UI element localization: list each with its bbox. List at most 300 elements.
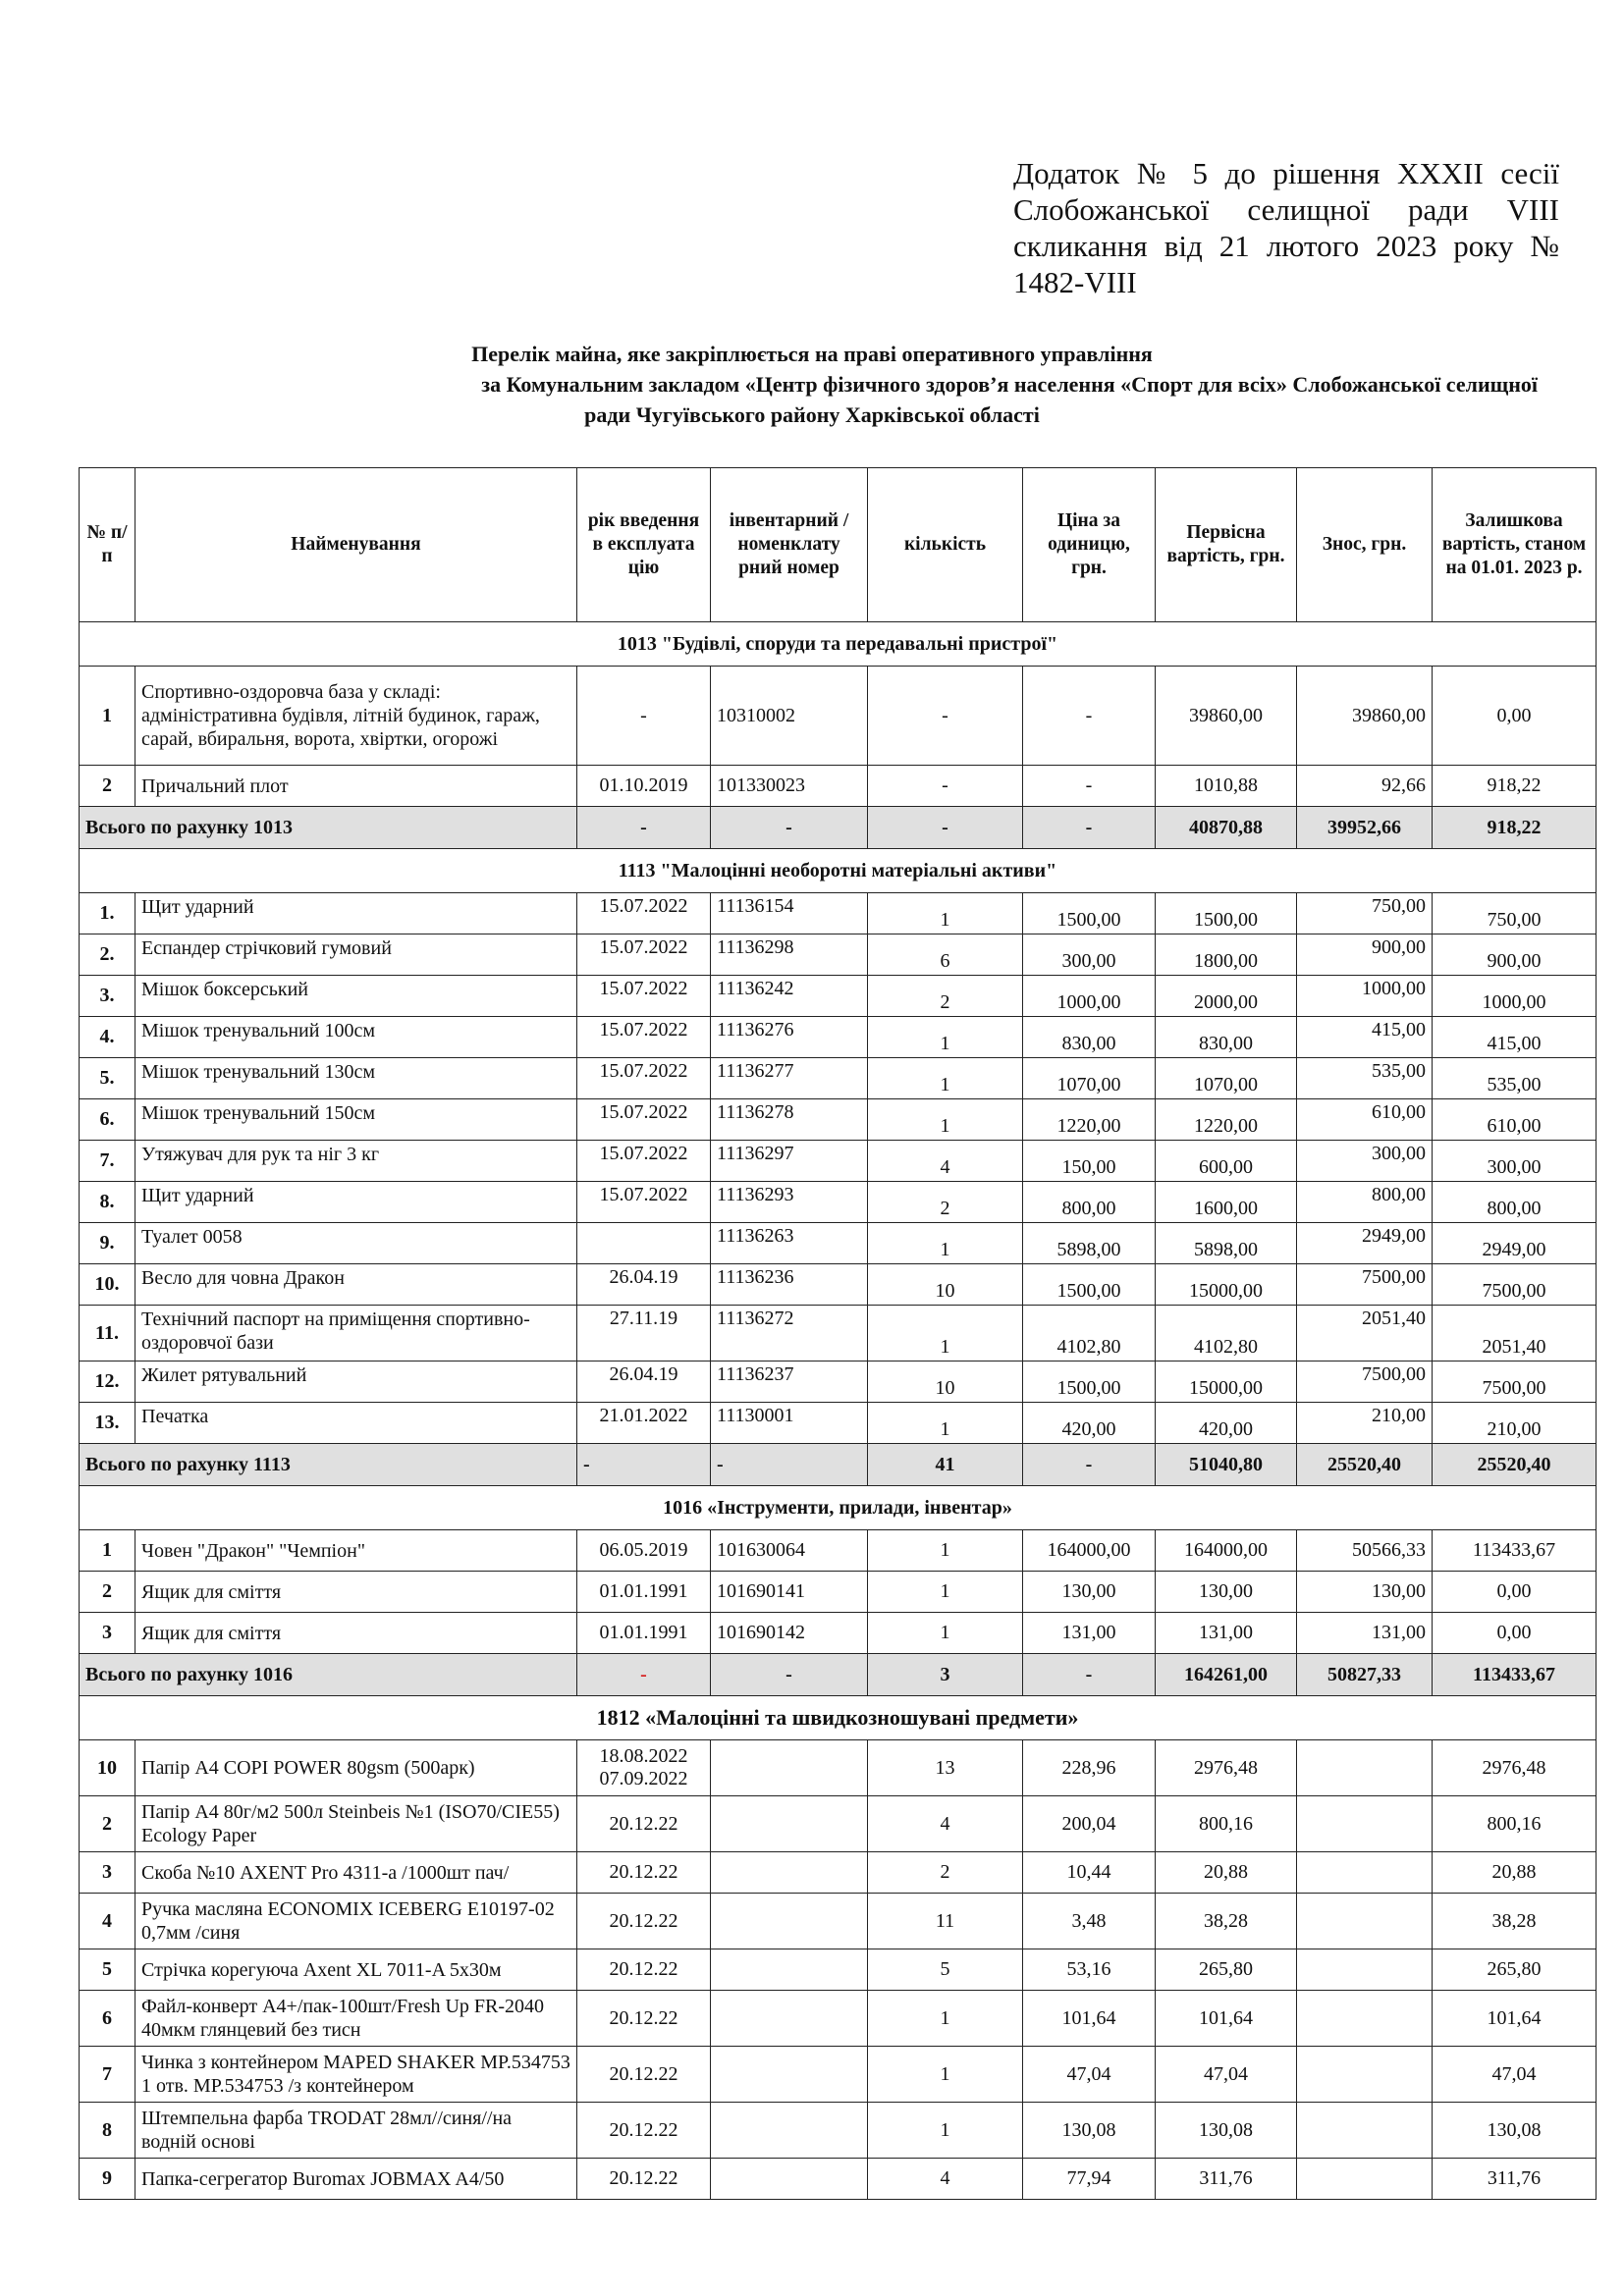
cell-name: Штемпельна фарба TRODAT 28мл//синя//на водній основі [135,2103,577,2159]
cell-res: 415,00 [1433,1017,1597,1058]
section-4 [80,1696,1597,2200]
title-line-1: Перелік майна, яке закріплюється на праві оперативного управління [471,342,1153,366]
cell-year: 15.07.2022 [577,1017,711,1058]
cell-inv: 11136154 [711,893,868,934]
cell-dep: 92,66 [1297,766,1433,807]
cell-dep: 800,00 [1297,1182,1433,1223]
cell-orig: 15000,00 [1156,1362,1297,1403]
cell-price: 1220,00 [1023,1099,1156,1141]
cell-res: 2051,40 [1433,1306,1597,1362]
cell-res: 113433,67 [1433,1530,1597,1572]
cell-name: Папка-сегрегатор Buromax JOBMAX A4/50 [135,2159,577,2200]
table-row [80,667,1597,766]
cell-dep [1297,1852,1433,1894]
cell-inv: 11136237 [711,1362,868,1403]
cell-dep [1297,1796,1433,1852]
cell-qty: 4 [868,2159,1023,2200]
cell-name: Причальний плот [135,766,577,807]
cell-inv: 11136277 [711,1058,868,1099]
property-table [79,467,1597,2200]
cell-price: 130,00 [1023,1572,1156,1613]
cell-n: 10 [80,1740,135,1796]
cell-inv [711,2159,868,2200]
cell-price: 800,00 [1023,1182,1156,1223]
table-row [80,1613,1597,1654]
title-line-3: ради Чугуївського району Харківської області [584,402,1040,427]
cell-qty: 1 [868,1613,1023,1654]
cell-res: 210,00 [1433,1403,1597,1444]
cell-orig: 420,00 [1156,1403,1297,1444]
cell-qty: 1 [868,1017,1023,1058]
cell-year: 20.12.22 [577,1852,711,1894]
cell-qty: 1 [868,893,1023,934]
cell-qty: 10 [868,1264,1023,1306]
total-label: Всього по рахунку 1013 [80,807,577,849]
cell-name: Скоба №10 AXENT Pro 4311-а /1000шт пач/ [135,1852,577,1894]
cell-res: 900,00 [1433,934,1597,976]
table-row [80,1223,1597,1264]
total-dep: 39952,66 [1297,807,1433,849]
cell-qty: 1 [868,1572,1023,1613]
cell-year: 18.08.2022 07.09.2022 [577,1740,711,1796]
cell-name: Мішок тренувальний 150см [135,1099,577,1141]
cell-name: Технічний паспорт на приміщення спортивно-оздоровчої бази [135,1306,577,1362]
table-row [80,1796,1597,1852]
cell-orig: 130,00 [1156,1572,1297,1613]
cell-orig: 265,80 [1156,1949,1297,1991]
cell-orig: 311,76 [1156,2159,1297,2200]
cell-dep: 130,00 [1297,1572,1433,1613]
cell-price: - [1023,667,1156,766]
header-residual-value: Залишкова вартість, станом на 01.01. 2023 р. [1433,468,1597,622]
cell-res: 20,88 [1433,1852,1597,1894]
cell-price: 200,04 [1023,1796,1156,1852]
cell-price: 10,44 [1023,1852,1156,1894]
table-row [80,2159,1597,2200]
cell-inv: 11136272 [711,1306,868,1362]
cell-qty: 2 [868,1182,1023,1223]
cell-name: Чинка з контейнером MAPED SHAKER MP.534753 1 отв. MP.534753 /з контейнером [135,2047,577,2103]
cell-year: 26.04.19 [577,1264,711,1306]
cell-name: Стрічка корегуюча Axent XL 7011-A 5х30м [135,1949,577,1991]
cell-name: Жилет рятувальний [135,1362,577,1403]
table-row [80,934,1597,976]
section-1 [80,622,1597,849]
table-row [80,1894,1597,1949]
cell-year [577,1223,711,1264]
cell-inv [711,1894,868,1949]
cell-dep [1297,2103,1433,2159]
cell-qty: 1 [868,1099,1023,1141]
cell-year: 15.07.2022 [577,1099,711,1141]
cell-n: 3 [80,1613,135,1654]
cell-orig: 38,28 [1156,1894,1297,1949]
header-inventory: інвентарний / номенклату рний номер [711,468,868,622]
cell-year: 15.07.2022 [577,1182,711,1223]
cell-qty: - [868,766,1023,807]
cell-name: Спортивно-оздоровча база у складі: адміністративна будівля, літній будинок, гараж, сарай, вбиральня, ворота, хвіртки, огорожі [135,667,577,766]
cell-inv: 11136293 [711,1182,868,1223]
cell-name: Ящик для сміття [135,1572,577,1613]
cell-inv: 10310002 [711,667,868,766]
cell-dep: 900,00 [1297,934,1433,976]
cell-dep: 750,00 [1297,893,1433,934]
cell-dep: 210,00 [1297,1403,1433,1444]
total-orig: 40870,88 [1156,807,1297,849]
cell-year: 20.12.22 [577,1894,711,1949]
cell-res: 0,00 [1433,667,1597,766]
cell-name: Щит ударний [135,893,577,934]
total-label: Всього по рахунку 1016 [80,1654,577,1696]
cell-dep [1297,2159,1433,2200]
cell-orig: 47,04 [1156,2047,1297,2103]
table-row [80,976,1597,1017]
cell-year: 15.07.2022 [577,1141,711,1182]
cell-res: 101,64 [1433,1991,1597,2047]
cell-name: Човен "Дракон" "Чемпіон" [135,1530,577,1572]
cell-n: 6 [80,1991,135,2047]
cell-inv: 101690142 [711,1613,868,1654]
document-title [79,339,1545,430]
cell-dep [1297,1949,1433,1991]
section-2 [80,849,1597,1486]
cell-price: 164000,00 [1023,1530,1156,1572]
total-row [80,1444,1597,1486]
total-year: - [577,807,711,849]
section-header-row [80,622,1597,667]
cell-price: 420,00 [1023,1403,1156,1444]
cell-price: 1500,00 [1023,1362,1156,1403]
cell-name: Папір А4 80г/м2 500л Steinbeis №1 (ISO70/CIE55) Ecology Paper [135,1796,577,1852]
cell-orig: 1800,00 [1156,934,1297,976]
cell-orig: 5898,00 [1156,1223,1297,1264]
cell-dep [1297,1740,1433,1796]
cell-price: 53,16 [1023,1949,1156,1991]
header-unit-price: Ціна за одиницю, грн. [1023,468,1156,622]
cell-inv [711,2047,868,2103]
cell-year: 15.07.2022 [577,893,711,934]
cell-year: 01.01.1991 [577,1572,711,1613]
section-header-row [80,849,1597,893]
total-price: - [1023,1654,1156,1696]
cell-price: 1500,00 [1023,1264,1156,1306]
cell-year: 20.12.22 [577,2047,711,2103]
cell-n: 8. [80,1182,135,1223]
cell-n: 2 [80,1796,135,1852]
header-name: Найменування [135,468,577,622]
cell-year: 01.01.1991 [577,1613,711,1654]
cell-res: 7500,00 [1433,1264,1597,1306]
cell-price: 3,48 [1023,1894,1156,1949]
cell-inv: 11136263 [711,1223,868,1264]
cell-year: 20.12.22 [577,2103,711,2159]
cell-dep [1297,1894,1433,1949]
cell-year: 21.01.2022 [577,1403,711,1444]
total-row [80,807,1597,849]
cell-dep: 300,00 [1297,1141,1433,1182]
cell-qty: 1 [868,2047,1023,2103]
cell-price: 150,00 [1023,1141,1156,1182]
cell-dep: 131,00 [1297,1613,1433,1654]
cell-inv: 11136242 [711,976,868,1017]
cell-price: 101,64 [1023,1991,1156,2047]
cell-dep: 2051,40 [1297,1306,1433,1362]
table-header-row [80,468,1597,622]
cell-res: 800,16 [1433,1796,1597,1852]
cell-orig: 39860,00 [1156,667,1297,766]
cell-name: Печатка [135,1403,577,1444]
cell-n: 11. [80,1306,135,1362]
cell-name: Мішок боксерський [135,976,577,1017]
cell-year: 20.12.22 [577,1991,711,2047]
table-row [80,1058,1597,1099]
cell-dep: 7500,00 [1297,1362,1433,1403]
header-year: рік введення в експлуата цію [577,468,711,622]
cell-qty: 1 [868,1403,1023,1444]
cell-orig: 4102,80 [1156,1306,1297,1362]
cell-year: 27.11.19 [577,1306,711,1362]
cell-res: 38,28 [1433,1894,1597,1949]
cell-inv: 11136278 [711,1099,868,1141]
cell-qty: 4 [868,1141,1023,1182]
cell-orig: 164000,00 [1156,1530,1297,1572]
cell-price: 1000,00 [1023,976,1156,1017]
table-row [80,766,1597,807]
cell-qty: 10 [868,1362,1023,1403]
table-row [80,1991,1597,2047]
cell-name: Ящик для сміття [135,1613,577,1654]
cell-n: 4. [80,1017,135,1058]
cell-name: Туалет 0058 [135,1223,577,1264]
cell-inv: 11136276 [711,1017,868,1058]
cell-inv: 101630064 [711,1530,868,1572]
cell-inv: 11136236 [711,1264,868,1306]
cell-year: - [577,667,711,766]
table-row [80,1099,1597,1141]
total-inv: - [711,1654,868,1696]
cell-n: 1 [80,667,135,766]
total-qty: 41 [868,1444,1023,1486]
cell-inv: 101690141 [711,1572,868,1613]
table-row [80,2103,1597,2159]
cell-res: 800,00 [1433,1182,1597,1223]
cell-res: 311,76 [1433,2159,1597,2200]
total-price: - [1023,1444,1156,1486]
cell-qty: 13 [868,1740,1023,1796]
header-quantity: кількість [868,468,1023,622]
cell-qty: 2 [868,976,1023,1017]
cell-res: 265,80 [1433,1949,1597,1991]
cell-dep: 50566,33 [1297,1530,1433,1572]
total-qty: - [868,807,1023,849]
total-res: 113433,67 [1433,1654,1597,1696]
cell-name: Ручка масляна ECONOMIX ICEBERG E10197-02 0,7мм /синя [135,1894,577,1949]
cell-qty: 6 [868,934,1023,976]
cell-price: 47,04 [1023,2047,1156,2103]
section-title: 1016 «Інструменти, прилади, інвентар» [80,1486,1597,1530]
cell-qty: 1 [868,1223,1023,1264]
table-row [80,1530,1597,1572]
cell-price: 131,00 [1023,1613,1156,1654]
cell-year: 15.07.2022 [577,976,711,1017]
cell-n: 2. [80,934,135,976]
cell-qty: 11 [868,1894,1023,1949]
table-row [80,1264,1597,1306]
cell-dep: 610,00 [1297,1099,1433,1141]
cell-year: 26.04.19 [577,1362,711,1403]
cell-res: 1000,00 [1433,976,1597,1017]
cell-res: 535,00 [1433,1058,1597,1099]
cell-year: 15.07.2022 [577,1058,711,1099]
table-row [80,1017,1597,1058]
title-line-2: за Комунальним закладом «Центр фізичного здоров’я населення «Спорт для всіх» Слобожанської селищної [481,372,1538,397]
section-3 [80,1486,1597,1696]
cell-orig: 800,16 [1156,1796,1297,1852]
cell-n: 8 [80,2103,135,2159]
cell-res: 610,00 [1433,1099,1597,1141]
cell-name: Папір А4 COPI POWER 80gsm (500арк) [135,1740,577,1796]
cell-n: 12. [80,1362,135,1403]
cell-n: 5 [80,1949,135,1991]
total-label: Всього по рахунку 1113 [80,1444,577,1486]
cell-res: 0,00 [1433,1613,1597,1654]
total-orig: 164261,00 [1156,1654,1297,1696]
total-inv: - [711,1444,868,1486]
cell-qty: - [868,667,1023,766]
table-row [80,1362,1597,1403]
cell-res: 130,08 [1433,2103,1597,2159]
cell-year: 06.05.2019 [577,1530,711,1572]
cell-orig: 101,64 [1156,1991,1297,2047]
cell-price: 77,94 [1023,2159,1156,2200]
cell-name: Еспандер стрічковий гумовий [135,934,577,976]
cell-n: 3. [80,976,135,1017]
total-orig: 51040,80 [1156,1444,1297,1486]
cell-orig: 830,00 [1156,1017,1297,1058]
cell-qty: 1 [868,2103,1023,2159]
cell-orig: 600,00 [1156,1141,1297,1182]
cell-price: 1500,00 [1023,893,1156,934]
cell-price: 830,00 [1023,1017,1156,1058]
cell-res: 750,00 [1433,893,1597,934]
section-title: 1113 "Малоцінні необоротні матеріальні активи" [80,849,1597,893]
cell-price: 300,00 [1023,934,1156,976]
cell-inv [711,2103,868,2159]
cell-name: Весло для човна Дракон [135,1264,577,1306]
total-year: - [577,1654,711,1696]
cell-n: 2 [80,1572,135,1613]
cell-year: 20.12.22 [577,2159,711,2200]
cell-inv [711,1796,868,1852]
cell-price: 130,08 [1023,2103,1156,2159]
cell-res: 918,22 [1433,766,1597,807]
cell-orig: 131,00 [1156,1613,1297,1654]
cell-n: 13. [80,1403,135,1444]
cell-n: 1. [80,893,135,934]
cell-res: 7500,00 [1433,1362,1597,1403]
table-row [80,1403,1597,1444]
cell-dep [1297,1991,1433,2047]
cell-dep: 2949,00 [1297,1223,1433,1264]
cell-inv: 11136298 [711,934,868,976]
cell-qty: 1 [868,1991,1023,2047]
cell-n: 7. [80,1141,135,1182]
table-row [80,1141,1597,1182]
cell-n: 5. [80,1058,135,1099]
table-row [80,1572,1597,1613]
table-row [80,1852,1597,1894]
cell-res: 47,04 [1433,2047,1597,2103]
cell-price: 228,96 [1023,1740,1156,1796]
cell-res: 300,00 [1433,1141,1597,1182]
cell-n: 6. [80,1099,135,1141]
header-depreciation: Знос, грн. [1297,468,1433,622]
table-row [80,893,1597,934]
cell-qty: 1 [868,1530,1023,1572]
cell-price: 5898,00 [1023,1223,1156,1264]
total-res: 25520,40 [1433,1444,1597,1486]
section-title: 1812 «Малоцінні та швидкозношувані предмети» [80,1696,1597,1740]
cell-inv [711,1740,868,1796]
cell-name: Щит ударний [135,1182,577,1223]
cell-n: 2 [80,766,135,807]
cell-inv [711,1852,868,1894]
cell-year: 20.12.22 [577,1796,711,1852]
table-row [80,1949,1597,1991]
total-price: - [1023,807,1156,849]
cell-dep: 7500,00 [1297,1264,1433,1306]
cell-inv: 11130001 [711,1403,868,1444]
cell-orig: 2976,48 [1156,1740,1297,1796]
cell-dep [1297,2047,1433,2103]
total-row [80,1654,1597,1696]
cell-orig: 1500,00 [1156,893,1297,934]
table-row [80,1306,1597,1362]
table-row [80,1182,1597,1223]
cell-year: 15.07.2022 [577,934,711,976]
cell-dep: 1000,00 [1297,976,1433,1017]
cell-dep: 39860,00 [1297,667,1433,766]
cell-name: Утяжувач для рук та ніг 3 кг [135,1141,577,1182]
cell-n: 7 [80,2047,135,2103]
total-inv: - [711,807,868,849]
cell-dep: 535,00 [1297,1058,1433,1099]
table-row [80,1740,1597,1796]
cell-price: - [1023,766,1156,807]
cell-orig: 1070,00 [1156,1058,1297,1099]
cell-res: 0,00 [1433,1572,1597,1613]
cell-n: 3 [80,1852,135,1894]
cell-n: 10. [80,1264,135,1306]
cell-inv: 11136297 [711,1141,868,1182]
cell-name: Файл-конверт А4+/пак-100шт/Fresh Up FR-2040 40мкм глянцевий без тисн [135,1991,577,2047]
cell-price: 1070,00 [1023,1058,1156,1099]
cell-orig: 2000,00 [1156,976,1297,1017]
cell-name: Мішок тренувальний 130см [135,1058,577,1099]
cell-inv: 101330023 [711,766,868,807]
total-res: 918,22 [1433,807,1597,849]
total-year: - [577,1444,711,1486]
cell-orig: 130,08 [1156,2103,1297,2159]
cell-n: 9 [80,2159,135,2200]
section-header-row [80,1696,1597,1740]
cell-inv [711,1991,868,2047]
cell-year: 20.12.22 [577,1949,711,1991]
header-original-cost: Первісна вартість, грн. [1156,468,1297,622]
cell-res: 2949,00 [1433,1223,1597,1264]
section-title: 1013 "Будівлі, споруди та передавальні пристрої" [80,622,1597,667]
total-dep: 25520,40 [1297,1444,1433,1486]
